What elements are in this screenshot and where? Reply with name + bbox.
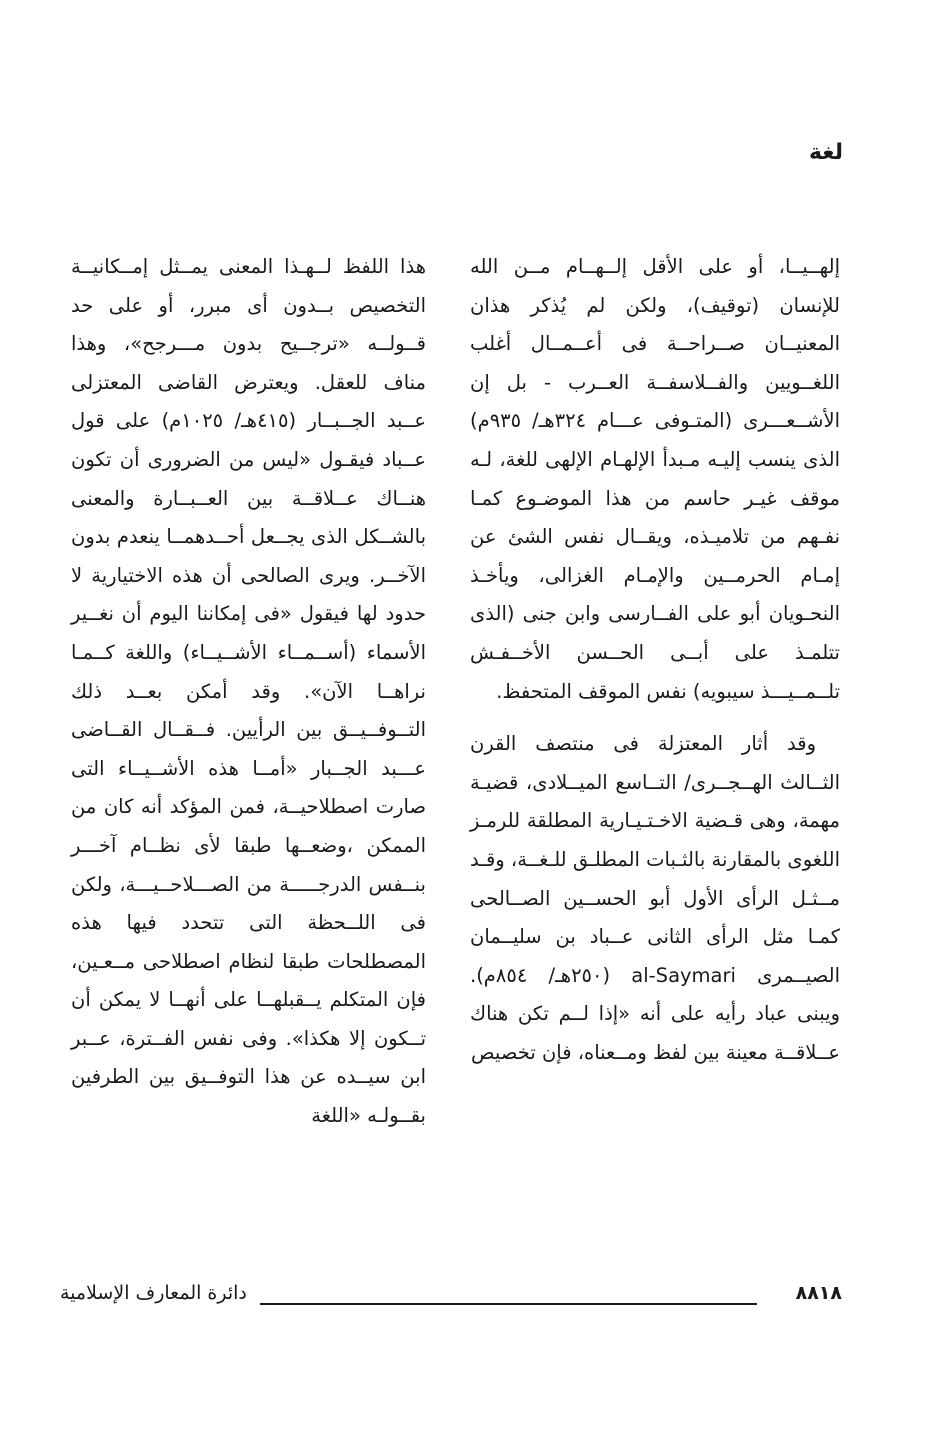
footer-page-number: ٨٨١٨ — [795, 1282, 842, 1304]
left-column-paragraph: هذا اللفظ لــهـذا المعنى يمــثل إمــكانيــة التخصيص بــدون أى مبرر، أو على حد قــولــه «ترجــيح بدون مـــرجح»، وهذا مناف للعقل. ويعترض القاضى المعتزلى عــبد الجــبــار (٤١٥هـ/ ١٠٢٥م) على قول عــباد فيقـول «ليس من الضرورى أن تكون هنــاك عــلاقــة بين العــبــارة والمعنى بالشــكل الذى يجــعل أحــدهمــا ينعدم بدون الآخــر. ويرى الصالحى أن هذه الاختيارية لا حدود لها فيقول «فى إمكاننا اليوم أن نغــير الأسماء (أســمــاء الأشــيــاء) واللغة كــمـا نراهــا الآن». وقد أمكن بعــد ذلك التــوفــيــق بين الرأيين. فــقــال القــاضى عـــبد الجــبار «أمــا هذه الأشــيــاء التى صارت اصطلاحيــة، فمن المؤكد أنه كان من الممكن ،وضعــها طبقا لأى نظــام آخـــر بنــفس الدرجـــــة من الصـــلاحــيـــة، ولكن فى اللــحظة التى تتحدد فيها هذه المصطلحات طبقا لنظام اصطلاحى مــعـين، فإن المتكلم يــقبلهــا على أنهــا لا يمكن أن تــكون إلا هكذا». وفى نفس الفــترة، عــبر ابن سيــده عن هذا التوفــيق بين الطرفين بقــولـه «اللغة — [71, 255, 426, 1128]
footer-divider-line — [260, 1303, 757, 1305]
left-text-column — [71, 248, 426, 1136]
footer-journal-name: دائرة المعارف الإسلامية — [60, 1282, 247, 1304]
right-column-paragraph-2: وقد أثار المعتزلة فى منتصف القرن الثــالث الهــجــرى/ التــاسع الميــلادى، قضيـة مهمة، وهى قـضية الاخـتـيـارية المطلقة للرمـز اللغوى بالمقارنة بالثـبات المطلـق للـغــة، وقـد مــثـل الرأى الأول أبو الحســين الصــالحى كمـا مثل الرأى الثانى عــباد بن سليــمان الصيــمرى al-Saymari (٢٥٠هـ/ ٨٥٤م). ويبنى عباد رأيه على أنه «إذا لــم تكن هناك عــلاقــة معينة بين لفظ ومــعناه، فإن تخصيص — [470, 732, 840, 1064]
right-column-paragraph-1: إلهــيــا، أو على الأقل إلــهــام مــن الله للإنسان (توقيف)، ولكن لم يُذكر هذان المعنيــان صــراحــة فى أعــمــال أغلب اللغــويين والفــلاسفــة العــرب - بل إن الأشــعـــرى (المتـوفى عـــام ٣٢٤هـ/ ٩٣٥م) الذى ينسب إليـه مـبدأ الإلهـام الإلهى للغة، لـه موقف غيـر حاسم من هذا الموضـوع كمـا نفـهم من تلاميـذه، ويقــال نفس الشئ عن إمـام الحرمــين والإمـام الغزالى، ويأخـذ النحـويان أبو على الفــارسى وابن جنى (الذى تتلمـذ على أبــى الحــسن الأخــفـش تلــمــيـــذ سيبويه) نفس الموقف المتحفظ. — [470, 255, 841, 703]
page-header-title: لغة — [808, 140, 843, 165]
page-footer — [60, 1280, 842, 1320]
right-text-column — [470, 248, 840, 1072]
